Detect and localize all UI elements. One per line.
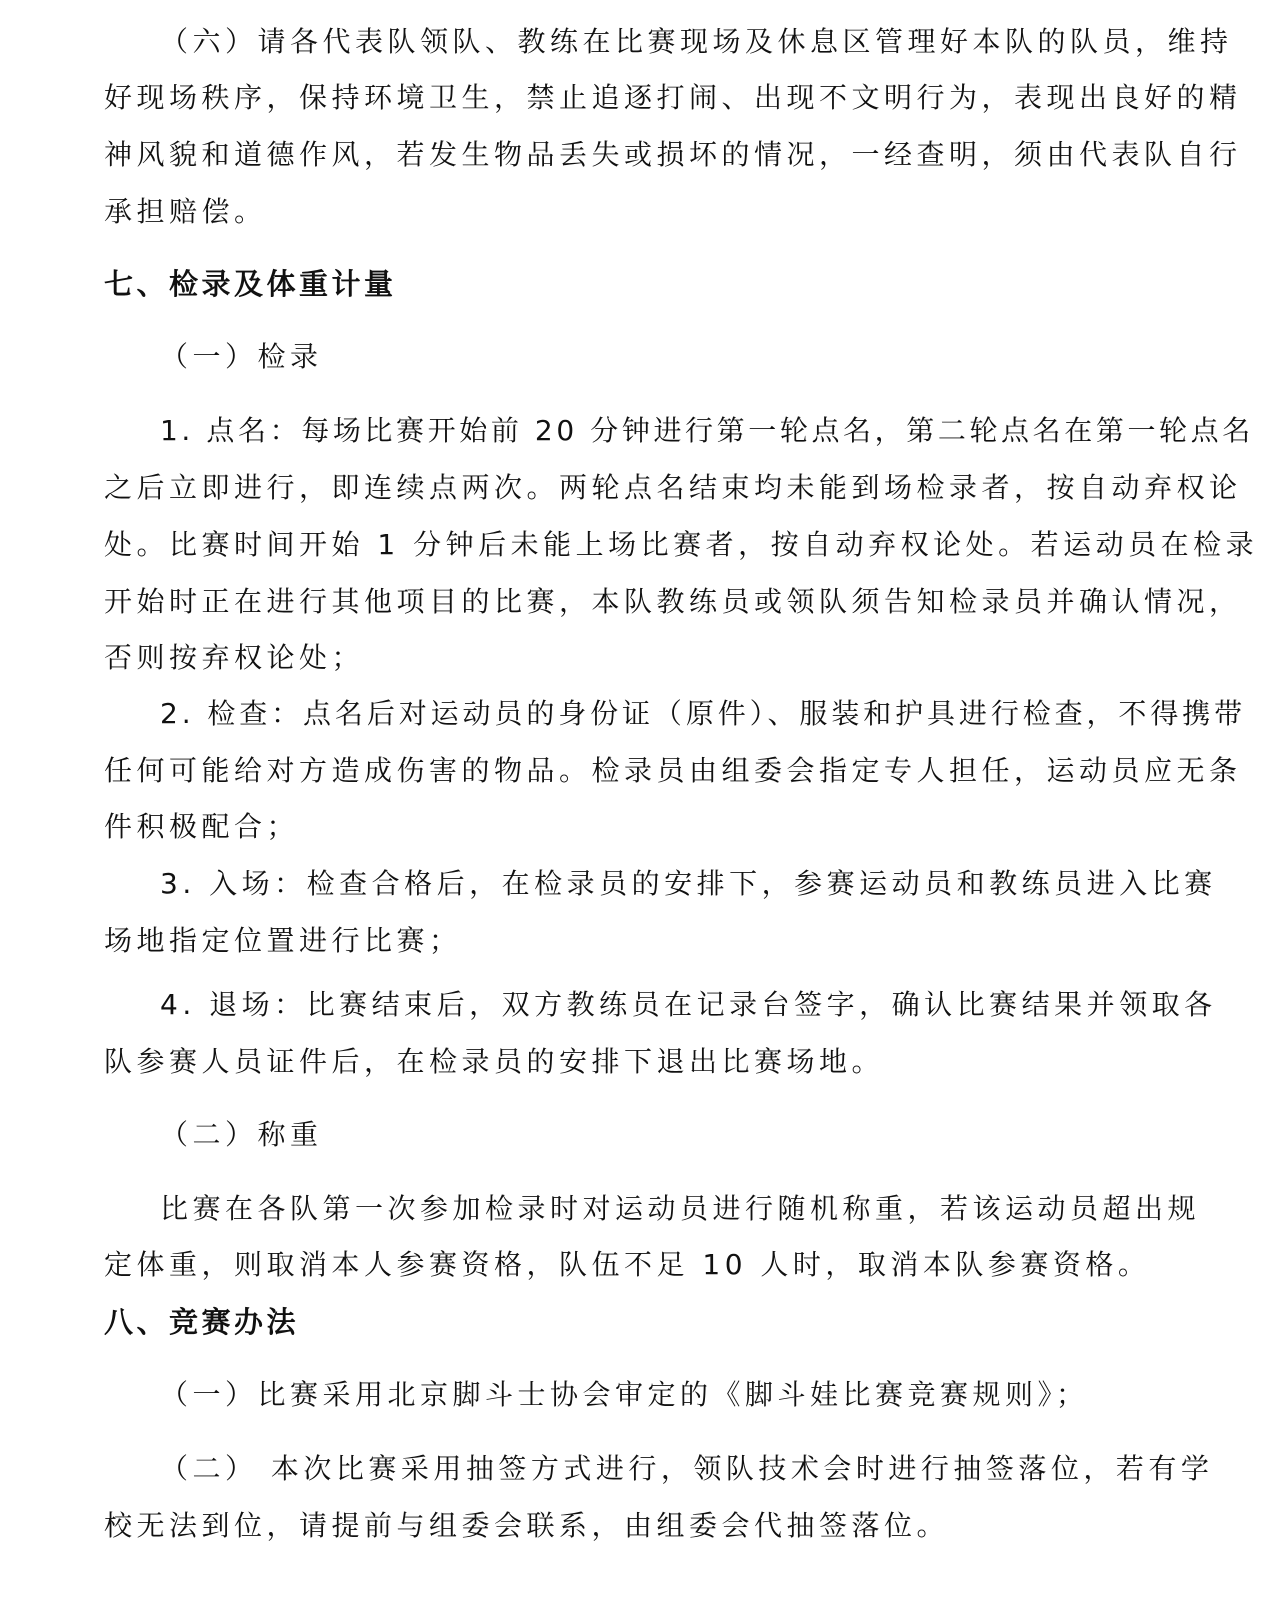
para-6-line-2: 好现场秩序，保持环境卫生，禁止追逐打闹、出现不文明行为，表现出良好的精: [104, 81, 1242, 114]
rule-2-line-1: （二） 本次比赛采用抽签方式进行，领队技术会时进行抽签落位，若有学: [160, 1452, 1214, 1485]
subsection-2-heading: （二）称重: [160, 1118, 323, 1151]
section-7-heading: 七、检录及体重计量: [104, 267, 397, 301]
item-2-line-1: 2. 检查：点名后对运动员的身份证（原件）、服装和护具进行检查，不得携带: [160, 697, 1247, 730]
para-6-line-1: （六）请各代表队领队、教练在比赛现场及休息区管理好本队的队员，维持: [160, 25, 1233, 58]
weigh-line-2: 定体重，则取消本人参赛资格，队伍不足 10 人时，取消本队参赛资格。: [104, 1248, 1151, 1281]
weigh-line-1: 比赛在各队第一次参加检录时对运动员进行随机称重，若该运动员超出规: [160, 1192, 1201, 1225]
item-1-line-4: 开始时正在进行其他项目的比赛，本队教练员或领队须告知检录员并确认情况，: [104, 585, 1242, 618]
item-1-line-5: 否则按弃权论处；: [104, 641, 365, 674]
item-2-line-3: 件积极配合；: [104, 810, 300, 843]
item-1-line-1: 1. 点名：每场比赛开始前 20 分钟进行第一轮点名，第二轮点名在第一轮点名: [160, 414, 1254, 447]
rule-2-line-2: 校无法到位，请提前与组委会联系，由组委会代抽签落位。: [104, 1509, 950, 1542]
item-3-line-2: 场地指定位置进行比赛；: [104, 924, 462, 957]
item-4-line-1: 4. 退场：比赛结束后，双方教练员在记录台签字，确认比赛结果并领取各: [160, 988, 1217, 1021]
item-2-line-2: 任何可能给对方造成伤害的物品。检录员由组委会指定专人担任，运动员应无条: [104, 754, 1242, 787]
rule-1-line: （一）比赛采用北京脚斗士协会审定的《脚斗娃比赛竞赛规则》；: [160, 1378, 1089, 1411]
section-8-heading: 八、竞赛办法: [104, 1305, 300, 1339]
para-6-line-4: 承担赔偿。: [104, 195, 267, 228]
item-4-line-2: 队参赛人员证件后，在检录员的安排下退出比赛场地。: [104, 1045, 885, 1078]
subsection-1-heading: （一）检录: [160, 340, 323, 373]
item-1-line-2: 之后立即进行，即连续点两次。两轮点名结束均未能到场检录者，按自动弃权论: [104, 471, 1242, 504]
item-3-line-1: 3. 入场：检查合格后，在检录员的安排下，参赛运动员和教练员进入比赛: [160, 867, 1217, 900]
item-1-line-3: 处。比赛时间开始 1 分钟后未能上场比赛者，按自动弃权论处。若运动员在检录: [104, 528, 1259, 561]
para-6-line-3: 神风貌和道德作风，若发生物品丢失或损坏的情况，一经查明，须由代表队自行: [104, 138, 1242, 171]
